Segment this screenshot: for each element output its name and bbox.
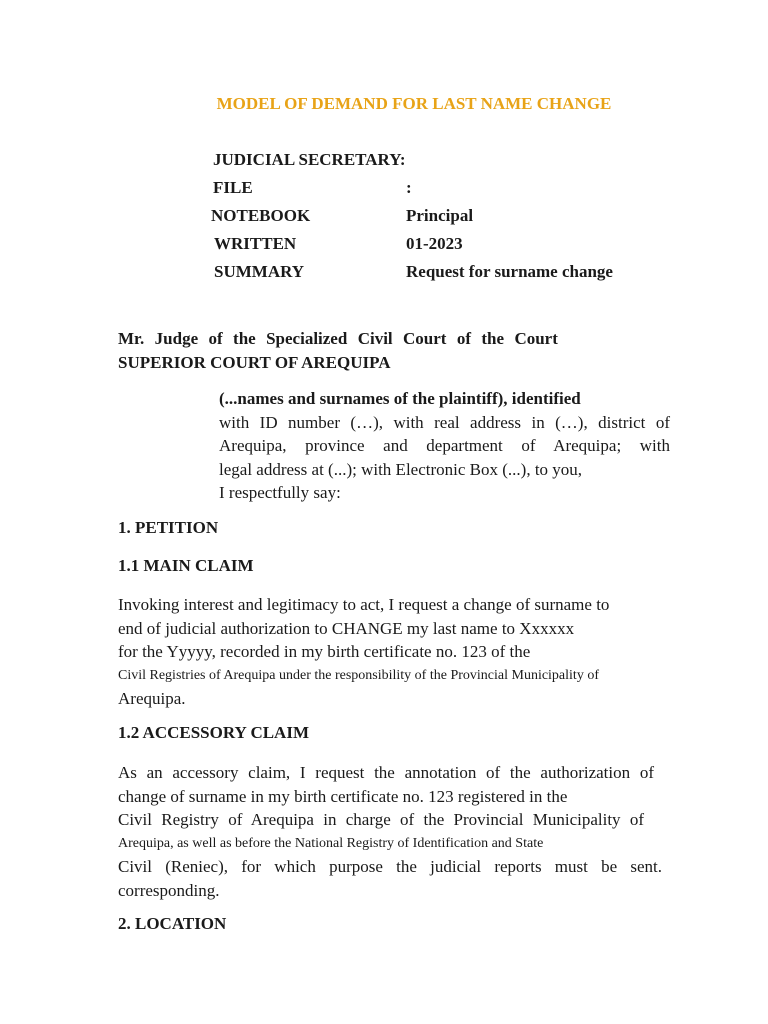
word: Specialized [266, 329, 348, 348]
word: of [208, 329, 223, 348]
word: of [456, 329, 472, 348]
heading-accessory-claim: 1.2 ACCESSORY CLAIM [118, 723, 309, 742]
accessory-claim-line: As an accessory claim, I request the annotation of the authorization of [118, 763, 654, 782]
header-label: WRITTEN [214, 234, 297, 253]
main-claim-line: Invoking interest and legitimacy to act, I request a change of surname to [118, 595, 610, 614]
heading-location: 2. LOCATION [118, 914, 227, 933]
header-label: NOTEBOOK [211, 206, 311, 225]
plaintiff-line-1: (...names and surnames of the plaintiff), identified [219, 389, 581, 408]
addressee [118, 327, 558, 375]
accessory-claim-line: change of surname in my birth certificate no. 123 registered in the [118, 786, 568, 806]
plaintiff-line-5: I respectfully say: [219, 483, 341, 502]
plaintiff-block [219, 387, 670, 505]
main-claim-line: for the Yyyyy, recorded in my birth certificate no. 123 of the [118, 642, 531, 661]
accessory-claim-line: Civil (Reniec), for which purpose the judicial reports must be sent. [118, 857, 662, 876]
accessory-claim-paragraph [118, 761, 662, 902]
word: Mr. [118, 329, 145, 348]
addressee-line-2: SUPERIOR COURT OF AREQUIPA [118, 353, 391, 372]
header-value: Principal [406, 206, 474, 225]
main-claim-line: end of judicial authorization to CHANGE my last name to Xxxxxx [118, 618, 575, 638]
heading-main-claim: 1.1 MAIN CLAIM [118, 556, 254, 575]
header-label: SUMMARY [214, 262, 305, 281]
word: Civil [357, 329, 393, 348]
header-value: Request for surname change [406, 262, 613, 281]
header-value: 01-2023 [406, 234, 463, 253]
header-label: JUDICIAL SECRETARY: [213, 150, 406, 169]
document-title: MODEL OF DEMAND FOR LAST NAME CHANGE [216, 94, 612, 113]
main-claim-paragraph [118, 593, 646, 711]
accessory-claim-line: Civil Registry of Arequipa in charge of the Provincial Municipality of [118, 810, 644, 829]
word: the [233, 329, 256, 348]
word: Court [514, 329, 558, 348]
heading-petition: 1. PETITION [118, 518, 219, 537]
plaintiff-line-4: legal address at (...); with Electronic Box (...), to you, [219, 459, 583, 479]
word: Court [403, 329, 447, 348]
main-claim-line: Arequipa. [118, 689, 186, 708]
plaintiff-line-3: Arequipa, province and department of Arequipa; with [219, 436, 670, 455]
accessory-claim-line: corresponding. [118, 880, 220, 900]
plaintiff-line-2: with ID number (…), with real address in (…), district of [219, 412, 670, 432]
addressee-line-1 [118, 327, 558, 351]
header-label: FILE [213, 178, 253, 197]
word: the [481, 329, 505, 348]
word: Judge [154, 329, 199, 348]
main-claim-line: Civil Registries of Arequipa under the responsibility of the Provincial Municipality of [118, 667, 599, 683]
header-value: : [406, 178, 412, 197]
accessory-claim-line: Arequipa, as well as before the National Registry of Identification and State [118, 835, 544, 851]
